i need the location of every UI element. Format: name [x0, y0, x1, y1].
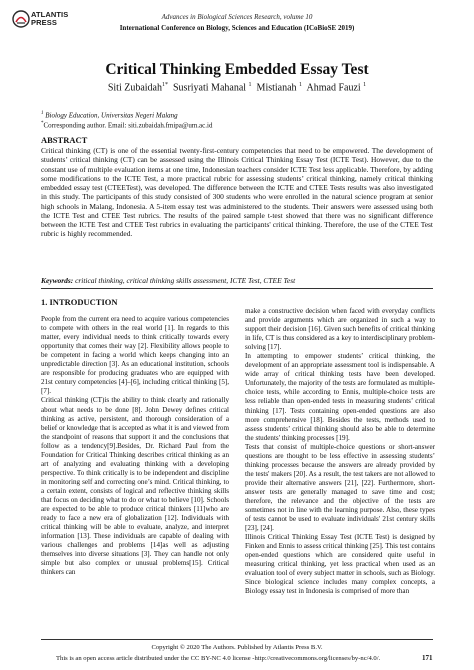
affiliation-1-text: Biology Education, Universitas Negeri Malang — [45, 111, 178, 120]
affiliation-1-sup: 1 — [41, 111, 44, 116]
copyright-line: Copyright © 2020 The Authors. Published by Atlantis Press B.V. — [151, 644, 323, 651]
conference-line: International Conference on Biology, Sciences and Education (ICoBioSE 2019) — [119, 24, 355, 32]
keywords — [41, 276, 433, 285]
publisher-line1: ATLANTIS — [31, 10, 69, 19]
author-1-sup: 1* — [162, 82, 168, 88]
author-3-sup: 1 — [299, 82, 303, 88]
abstract-divider — [41, 288, 433, 289]
author-1: Siti Zubaidah — [107, 82, 162, 94]
intro-paragraph-5: Tests that consist of multiple-choice questions or short-answer questions are thought to be less effective in assessing students’ thinking processes because the answers are already provided by the tests' makers [20]. As a result, the test takers are not allowed to provide their alternative answers [21], [22]. Furthermore, short-answer tests are generally managed to save time and cost; therefore, the relevance and the objective of the tests are sometimes not in line with the learning purpose. Also, these types of tests cannot be used to evaluate individuals' 21st century skills [23], [24]. — [245, 442, 435, 533]
author-4-sup: 1 — [363, 82, 367, 88]
corresponding-author — [41, 121, 441, 129]
affiliation-1 — [41, 111, 441, 119]
corresponding-author-text: Corresponding author. Email: siti.zubaidah.fmipa@um.ac.id — [43, 121, 213, 130]
footer-divider — [41, 639, 433, 640]
intro-paragraph-3: make a constructive decision when faced with everyday conflicts and provide arguments which are organized in such a way to support their decision [16]. Given such benefits of critical thinking in life, CT is thus considered as a key to interdisciplinary problem-solving [17]. — [245, 307, 435, 352]
keywords-label: Keywords: — [41, 276, 74, 285]
publisher-line2: PRESS — [31, 18, 57, 27]
author-2-sup: 1 — [248, 82, 252, 88]
author-2: Susriyati Mahanal — [173, 82, 247, 94]
abstract-heading: ABSTRACT — [41, 135, 88, 145]
intro-paragraph-4: In attempting to empower students’ critical thinking, the development of an appropriate assessment tool is indispensable. A wide array of critical thinking tests have been developed. Unfortunately, the majority of the tests are formulated as multiple-choice tests, while according to Ennis, multiple-choice tests are less reliable than open-ended tests in measuring students’ critical thinking [17]. Tests containing open-ended questions are also more comprehensive [18]. Besides the tests, methods used to assess students’ critical thinking should also be able to determine the students' thinking processes [19]. — [245, 352, 435, 442]
corresponding-author-sup: * — [41, 121, 44, 126]
left-column — [41, 298, 229, 577]
section-heading-introduction: 1. INTRODUCTION — [41, 297, 118, 307]
right-column — [245, 307, 435, 597]
page-number: 171 — [422, 654, 433, 662]
author-list — [0, 82, 474, 93]
license-line: This is an open access article distributed under the CC BY-NC 4.0 license -http://creativecommons.org/licenses/by-nc/4.0/. — [56, 655, 381, 662]
author-4: Ahmad Fauzi — [306, 82, 361, 94]
abstract-text: Critical thinking (CT) is one of the essential twenty-first-century competencies that need to be empowered. The development of students’ critical thinking (CT) can be assessed using the Illinois Critical Thinking Essay Test (ICTE Test). However, due to the constant use of multiple evaluation items at one time, Indonesian teachers consider ICTE Test less applicable. Therefore, by adding some modifications to the ICTE Test, a more practical rubric for assessing students’ critical thinking, namely critical thinking embedded essay test (CTEETest), was developed. The difference between the ICTE and CTEE Tests results was also investigated in this study. The participants of this study consisted of 300 students who were enrolled in the natural science program at senior high schools in Malang, Indonesia. A 5-item essay test was administered to the students. Their answers were assessed using both the ICTE Test and CTEE Test rubrics. The results of the paired sample t-test showed that there was no significant difference between the ICTE Test and CTEE Test rubrics in evaluating the participants' critical thinking. Therefore, the use of the CTEE Test rubric is highly recommended. — [41, 146, 433, 239]
intro-paragraph-2: Critical thinking (CT)is the ability to think clearly and rationally about what needs to be done [8]. John Dewey defines critical thinking as active, persistent, and thorough consideration of a belief or knowledge that is accepted as what it is and viewed from the standpoint of reasons that support it and the conclusions that follow as a tendency[9].Besides, Dr. Richard Paul from the Foundation for Critical Thinking describes critical thinking as an art of analyzing and evaluating thinking with a developing perspective. To think critically is to be independent and discipline in monitoring self and correcting one’s mind. Critical thinking, to a certain extent, consists of logical and reflective thinking skills that focus on deciding what to do or what to believe [10]. Schools are expected to be able to produce critical thinkers [11]who are ready to face a new era of globalization [12]. Individuals with critical thinking will be able to evaluate, analyze, and interpret information [13]. These individuals are capable of dealing with various challenges and problems [14]as well as adjusting themselves into diverse situations [3]. They can handle not only simple but also complex or unusual problems[15]. Critical thinkers can — [41, 396, 229, 577]
paper-title: Critical Thinking Embedded Essay Test — [105, 61, 369, 78]
series-line: Advances in Biological Sciences Research, volume 10 — [161, 13, 313, 21]
intro-paragraph-6: Illinois Critical Thinking Essay Test (ICTE Test) is designed by Finken and Ennis to assess critical thinking [25]. This test contains open-ended questions which are considered quite useful in measuring critical thinking, yet less practical when used as an evaluation tool of every subject matter in schools, such as Biology. Since biological science includes many complex concepts, a Biology essay test in Indonesia is comprised of more than — [245, 533, 435, 596]
intro-paragraph-1: People from the current era need to acquire various competencies to compete with others in the real world [1]. In regards to this matter, every individual needs to think critically towards every opportunity that comes their way [2]. Flexibility allows people to be competent in facing a world which keeps changing into an unpredictable direction [3]. As an educational institution, schools are responsible for producing graduates who are equipped with 21st century competencies [4]–[6], including critical thinking [5], [7]. — [41, 315, 229, 396]
keywords-text: critical thinking, critical thinking skills assessment, ICTE Test, CTEE Test — [73, 276, 296, 285]
author-3: Mistianah — [256, 82, 297, 94]
